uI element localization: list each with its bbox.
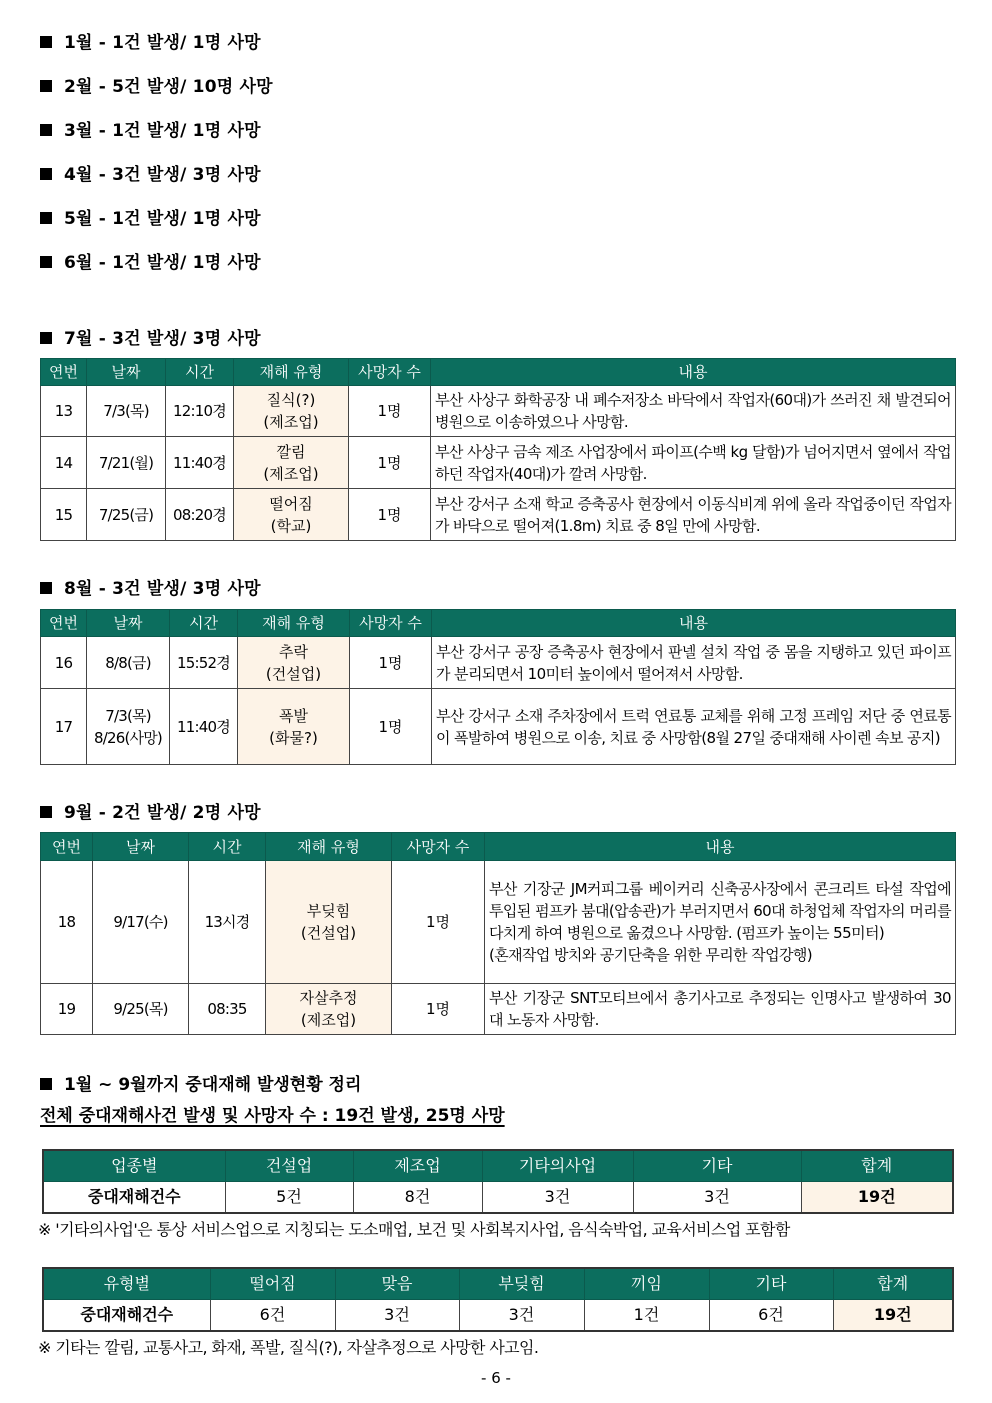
square-bullet-icon bbox=[40, 582, 52, 594]
cell-date: 7/3(목) bbox=[87, 386, 166, 437]
table-row bbox=[41, 437, 956, 489]
table-row bbox=[41, 861, 956, 984]
cell-date: 8/8(금) bbox=[87, 637, 170, 689]
summary-total-line: 전체 중대재해사건 발생 및 사망자 수 : 19건 발생, 25명 사망 bbox=[40, 1106, 505, 1126]
value-cell: 3건 bbox=[633, 1182, 801, 1214]
cell-content: 부산 강서구 공장 증축공사 현장에서 판넬 설치 작업 중 몸을 지탱하고 있던 파이프가 분리되면서 10미터 높이에서 떨어져서 사망함. bbox=[432, 637, 956, 689]
cell-no: 13 bbox=[41, 386, 87, 437]
header-manufacturing: 제조업 bbox=[353, 1150, 482, 1182]
header-no: 연번 bbox=[41, 359, 87, 386]
square-bullet-icon bbox=[40, 80, 52, 92]
row-label: 중대재해건수 bbox=[43, 1300, 210, 1332]
header-total: 합계 bbox=[833, 1268, 953, 1300]
table-row bbox=[41, 489, 956, 541]
incident-table-july bbox=[40, 358, 956, 541]
cell-time: 08:20경 bbox=[166, 489, 234, 541]
header-no: 연번 bbox=[41, 610, 87, 637]
header-deaths: 사망자 수 bbox=[349, 359, 431, 386]
cell-date: 7/21(월) bbox=[87, 437, 166, 489]
header-other-business: 기타의사업 bbox=[482, 1150, 633, 1182]
header-content: 내용 bbox=[431, 359, 956, 386]
cell-time: 11:40경 bbox=[166, 437, 234, 489]
header-no: 연번 bbox=[41, 833, 93, 861]
header-deaths: 사망자 수 bbox=[350, 610, 432, 637]
section-heading-august: 8월 - 3건 발생/ 3명 사망 bbox=[40, 574, 261, 599]
header-total: 합계 bbox=[801, 1150, 953, 1182]
table-row bbox=[41, 386, 956, 437]
cell-type: 떨어짐 (학교) bbox=[234, 489, 349, 541]
cell-content: 부산 사상구 화학공장 내 폐수저장소 바닥에서 작업자(60대)가 쓰러진 채 발견되어 병원으로 이송하였으나 사망함. bbox=[431, 386, 956, 437]
value-cell: 1건 bbox=[584, 1300, 709, 1332]
cell-date: 7/25(금) bbox=[87, 489, 166, 541]
square-bullet-icon bbox=[40, 212, 52, 224]
cell-deaths: 1명 bbox=[392, 984, 485, 1035]
cell-deaths: 1명 bbox=[350, 689, 432, 765]
table-row bbox=[43, 1300, 953, 1332]
month-summary-line: 1월 - 1건 발생/ 1명 사망 bbox=[40, 28, 261, 53]
value-cell: 8건 bbox=[353, 1182, 482, 1214]
cell-no: 15 bbox=[41, 489, 87, 541]
industry-note: ※ '기타의사업'은 통상 서비스업으로 지칭되는 도소매업, 보건 및 사회복지사업, 음식숙박업, 교육서비스업 포함함 bbox=[38, 1220, 790, 1239]
industry-summary-table bbox=[42, 1149, 954, 1214]
header-industry: 업종별 bbox=[43, 1150, 225, 1182]
header-date: 날짜 bbox=[87, 359, 166, 386]
cell-deaths: 1명 bbox=[350, 637, 432, 689]
cell-date: 9/25(목) bbox=[93, 984, 189, 1035]
header-date: 날짜 bbox=[93, 833, 189, 861]
header-time: 시간 bbox=[170, 610, 238, 637]
header-struck: 맞음 bbox=[335, 1268, 459, 1300]
total-cell: 19건 bbox=[801, 1182, 953, 1214]
header-time: 시간 bbox=[189, 833, 266, 861]
cell-no: 18 bbox=[41, 861, 93, 984]
value-cell: 3건 bbox=[459, 1300, 584, 1332]
month-summary-line: 5월 - 1건 발생/ 1명 사망 bbox=[40, 204, 261, 229]
cell-type: 자살추정 (제조업) bbox=[266, 984, 392, 1035]
value-cell: 3건 bbox=[335, 1300, 459, 1332]
header-time: 시간 bbox=[166, 359, 234, 386]
square-bullet-icon bbox=[40, 124, 52, 136]
incident-table-september bbox=[40, 832, 956, 1035]
cell-type: 질식(?) (제조업) bbox=[234, 386, 349, 437]
header-content: 내용 bbox=[432, 610, 956, 637]
cell-no: 14 bbox=[41, 437, 87, 489]
cell-time: 13시경 bbox=[189, 861, 266, 984]
square-bullet-icon bbox=[40, 168, 52, 180]
cell-date: 9/17(수) bbox=[93, 861, 189, 984]
cell-type: 부딪힘 (건설업) bbox=[266, 861, 392, 984]
header-type: 재해 유형 bbox=[266, 833, 392, 861]
section-heading-july: 7월 - 3건 발생/ 3명 사망 bbox=[40, 324, 261, 349]
square-bullet-icon bbox=[40, 36, 52, 48]
cell-date: 7/3(목) 8/26(사망) bbox=[87, 689, 170, 765]
header-type: 재해 유형 bbox=[238, 610, 350, 637]
incident-table-august bbox=[40, 609, 956, 765]
cell-deaths: 1명 bbox=[392, 861, 485, 984]
value-cell: 6건 bbox=[210, 1300, 335, 1332]
header-type: 유형별 bbox=[43, 1268, 210, 1300]
header-fall: 떨어짐 bbox=[210, 1268, 335, 1300]
header-collision: 부딪힘 bbox=[459, 1268, 584, 1300]
page-number: - 6 - bbox=[481, 1369, 511, 1387]
square-bullet-icon bbox=[40, 332, 52, 344]
table-row bbox=[41, 689, 956, 765]
header-deaths: 사망자 수 bbox=[392, 833, 485, 861]
cell-deaths: 1명 bbox=[349, 437, 431, 489]
value-cell: 3건 bbox=[482, 1182, 633, 1214]
cell-content: 부산 기장군 JM커피그룹 베이커리 신축공사장에서 콘크리트 타설 작업에 투입된 펌프카 붐대(압송관)가 부러지면서 60대 하청업체 작업자의 머리를 다치게 하여 병원으로 옮겼으나 사망함. (펌프카 높이는 55미터) (혼재작업 방치와 공기단축을 위한 무리한 작업강행) bbox=[485, 861, 956, 984]
total-cell: 19건 bbox=[833, 1300, 953, 1332]
cell-content: 부산 기장군 SNT모티브에서 총기사고로 추정되는 인명사고 발생하여 30대 노동자 사망함. bbox=[485, 984, 956, 1035]
table-row bbox=[41, 984, 956, 1035]
header-content: 내용 bbox=[485, 833, 956, 861]
month-summary-line: 2월 - 5건 발생/ 10명 사망 bbox=[40, 72, 273, 97]
month-summary-line: 3월 - 1건 발생/ 1명 사망 bbox=[40, 116, 261, 141]
square-bullet-icon bbox=[40, 806, 52, 818]
header-other: 기타 bbox=[633, 1150, 801, 1182]
square-bullet-icon bbox=[40, 256, 52, 268]
header-construction: 건설업 bbox=[225, 1150, 353, 1182]
month-summary-line: 4월 - 3건 발생/ 3명 사망 bbox=[40, 160, 261, 185]
cell-deaths: 1명 bbox=[349, 386, 431, 437]
cell-time: 08:35 bbox=[189, 984, 266, 1035]
value-cell: 5건 bbox=[225, 1182, 353, 1214]
cell-time: 15:52경 bbox=[170, 637, 238, 689]
table-row bbox=[41, 637, 956, 689]
table-row bbox=[43, 1182, 953, 1214]
header-date: 날짜 bbox=[87, 610, 170, 637]
type-summary-table bbox=[42, 1267, 954, 1332]
cell-type: 폭발 (화물?) bbox=[238, 689, 350, 765]
cell-time: 11:40경 bbox=[170, 689, 238, 765]
row-label: 중대재해건수 bbox=[43, 1182, 225, 1214]
header-caught: 끼임 bbox=[584, 1268, 709, 1300]
month-summary-line: 6월 - 1건 발생/ 1명 사망 bbox=[40, 248, 261, 273]
cell-content: 부산 강서구 소재 주차장에서 트럭 연료통 교체를 위해 고정 프레임 저단 중 연료통이 폭발하여 병원으로 이송, 치료 중 사망함(8월 27일 중대재해 사이렌 속보 공지) bbox=[432, 689, 956, 765]
cell-no: 19 bbox=[41, 984, 93, 1035]
cell-content: 부산 강서구 소재 학교 증축공사 현장에서 이동식비계 위에 올라 작업중이던 작업자가 바닥으로 떨어져(1.8m) 치료 중 8일 만에 사망함. bbox=[431, 489, 956, 541]
cell-time: 12:10경 bbox=[166, 386, 234, 437]
cell-type: 추락 (건설업) bbox=[238, 637, 350, 689]
cell-no: 17 bbox=[41, 689, 87, 765]
value-cell: 6건 bbox=[709, 1300, 833, 1332]
header-other: 기타 bbox=[709, 1268, 833, 1300]
type-note: ※ 기타는 깔림, 교통사고, 화재, 폭발, 질식(?), 자살추정으로 사망한 사고임. bbox=[38, 1338, 539, 1357]
header-type: 재해 유형 bbox=[234, 359, 349, 386]
cell-deaths: 1명 bbox=[349, 489, 431, 541]
section-heading-september: 9월 - 2건 발생/ 2명 사망 bbox=[40, 798, 261, 823]
cell-type: 깔림 (제조업) bbox=[234, 437, 349, 489]
cell-content: 부산 사상구 금속 제조 사업장에서 파이프(수백 kg 달함)가 넘어지면서 옆에서 작업하던 작업자(40대)가 깔려 사망함. bbox=[431, 437, 956, 489]
cell-no: 16 bbox=[41, 637, 87, 689]
square-bullet-icon bbox=[40, 1078, 52, 1090]
summary-heading: 1월 ~ 9월까지 중대재해 발생현황 정리 bbox=[40, 1070, 361, 1095]
